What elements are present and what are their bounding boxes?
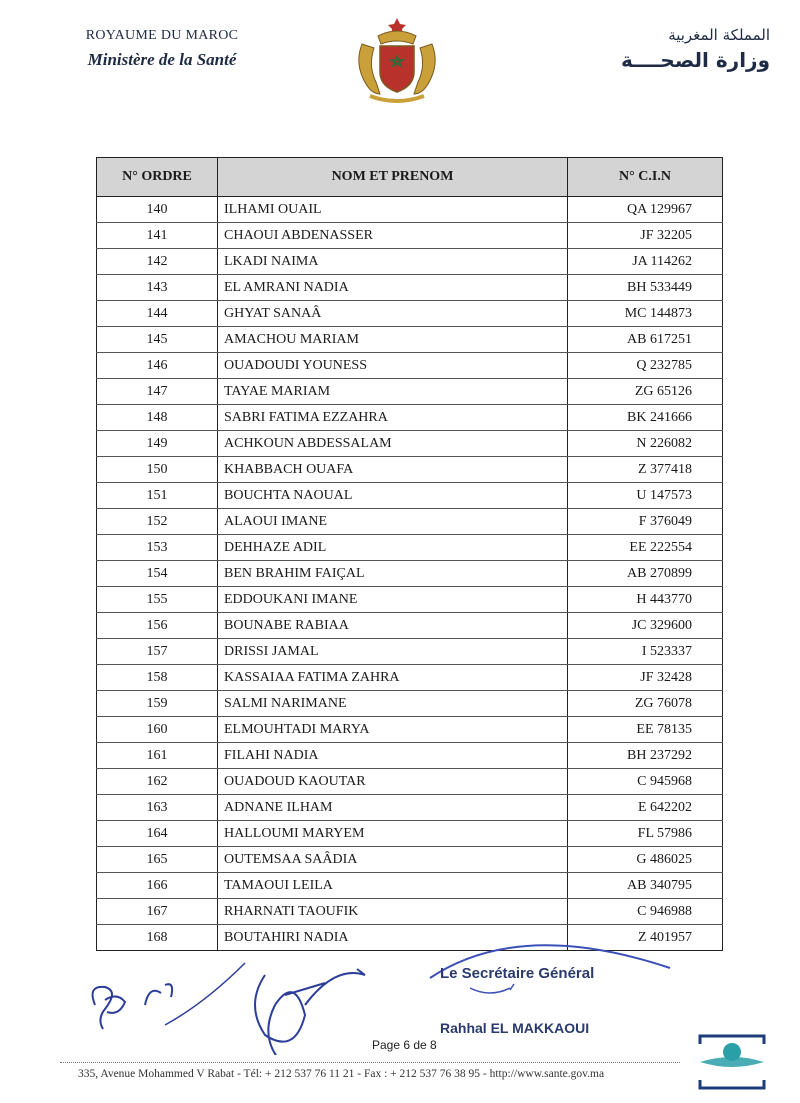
table-row xyxy=(97,223,723,249)
order-number-cell: 158 xyxy=(97,665,218,691)
header-right xyxy=(570,26,770,72)
cin-cell: JF 32205 xyxy=(568,223,723,249)
order-number-cell: 166 xyxy=(97,873,218,899)
cin-cell: FL 57986 xyxy=(568,821,723,847)
handwritten-signatures xyxy=(75,945,405,1055)
table-header-row xyxy=(97,158,723,197)
cin-cell: ZG 65126 xyxy=(568,379,723,405)
cin-cell: JC 329600 xyxy=(568,613,723,639)
order-number-cell: 164 xyxy=(97,821,218,847)
full-name-cell: ELMOUHTADI MARYA xyxy=(218,717,568,743)
order-number-cell: 156 xyxy=(97,613,218,639)
candidates-table xyxy=(96,157,723,951)
cin-cell: AB 617251 xyxy=(568,327,723,353)
full-name-cell: KASSAIAA FATIMA ZAHRA xyxy=(218,665,568,691)
full-name-cell: GHYAT SANAÂ xyxy=(218,301,568,327)
page-number: Page 6 de 8 xyxy=(372,1038,437,1052)
table-row xyxy=(97,769,723,795)
order-number-cell: 162 xyxy=(97,769,218,795)
order-number-cell: 143 xyxy=(97,275,218,301)
table-row xyxy=(97,795,723,821)
cin-cell: AB 270899 xyxy=(568,561,723,587)
full-name-cell: ILHAMI OUAIL xyxy=(218,197,568,223)
table-row xyxy=(97,457,723,483)
order-number-cell: 155 xyxy=(97,587,218,613)
ministry-name-ar: وزارة الصحــــة xyxy=(620,48,770,72)
signatory-title: Le Secrétaire Général xyxy=(440,965,595,982)
order-number-cell: 167 xyxy=(97,899,218,925)
order-number-cell: 147 xyxy=(97,379,218,405)
full-name-cell: FILAHI NADIA xyxy=(218,743,568,769)
order-number-cell: 145 xyxy=(97,327,218,353)
table-row xyxy=(97,639,723,665)
table-row xyxy=(97,847,723,873)
cin-cell: E 642202 xyxy=(568,795,723,821)
cin-cell: C 946988 xyxy=(568,899,723,925)
header-left xyxy=(62,28,262,70)
full-name-cell: RHARNATI TAOUFIK xyxy=(218,899,568,925)
full-name-cell: EDDOUKANI IMANE xyxy=(218,587,568,613)
cin-cell: I 523337 xyxy=(568,639,723,665)
table-row xyxy=(97,743,723,769)
full-name-cell: DEHHAZE ADIL xyxy=(218,535,568,561)
cin-cell: AB 340795 xyxy=(568,873,723,899)
order-number-cell: 159 xyxy=(97,691,218,717)
cin-cell: EE 78135 xyxy=(568,717,723,743)
full-name-cell: TAMAOUI LEILA xyxy=(218,873,568,899)
table-row xyxy=(97,561,723,587)
full-name-cell: SABRI FATIMA EZZAHRA xyxy=(218,405,568,431)
full-name-cell: OUADOUD KAOUTAR xyxy=(218,769,568,795)
full-name-cell: DRISSI JAMAL xyxy=(218,639,568,665)
column-header-order: N° ORDRE xyxy=(97,158,218,197)
table-row xyxy=(97,327,723,353)
order-number-cell: 154 xyxy=(97,561,218,587)
order-number-cell: 141 xyxy=(97,223,218,249)
full-name-cell: BEN BRAHIM FAIÇAL xyxy=(218,561,568,587)
cin-cell: U 147573 xyxy=(568,483,723,509)
cin-cell: JA 114262 xyxy=(568,249,723,275)
order-number-cell: 152 xyxy=(97,509,218,535)
country-name-ar: المملكة المغربية xyxy=(668,26,770,44)
order-number-cell: 151 xyxy=(97,483,218,509)
table-row xyxy=(97,301,723,327)
column-header-cin: N° C.I.N xyxy=(568,158,723,197)
table-row xyxy=(97,613,723,639)
cin-cell: F 376049 xyxy=(568,509,723,535)
table-row xyxy=(97,353,723,379)
full-name-cell: SALMI NARIMANE xyxy=(218,691,568,717)
full-name-cell: BOUCHTA NAOUAL xyxy=(218,483,568,509)
cin-cell: BH 533449 xyxy=(568,275,723,301)
order-number-cell: 157 xyxy=(97,639,218,665)
order-number-cell: 160 xyxy=(97,717,218,743)
table-row xyxy=(97,405,723,431)
ministry-logo-icon xyxy=(696,1030,768,1094)
table-row xyxy=(97,899,723,925)
full-name-cell: AMACHOU MARIAM xyxy=(218,327,568,353)
table-row xyxy=(97,431,723,457)
table-row xyxy=(97,509,723,535)
table-row xyxy=(97,691,723,717)
order-number-cell: 163 xyxy=(97,795,218,821)
cin-cell: BK 241666 xyxy=(568,405,723,431)
full-name-cell: HALLOUMI MARYEM xyxy=(218,821,568,847)
full-name-cell: ALAOUI IMANE xyxy=(218,509,568,535)
column-header-name: NOM ET PRENOM xyxy=(218,158,568,197)
table-row xyxy=(97,535,723,561)
cin-cell: QA 129967 xyxy=(568,197,723,223)
signatory-name: Rahhal EL MAKKAOUI xyxy=(440,1020,590,1036)
full-name-cell: BOUNABE RABIAA xyxy=(218,613,568,639)
order-number-cell: 142 xyxy=(97,249,218,275)
cin-cell: C 945968 xyxy=(568,769,723,795)
order-number-cell: 168 xyxy=(97,925,218,951)
cin-cell: G 486025 xyxy=(568,847,723,873)
table-row xyxy=(97,717,723,743)
table-row xyxy=(97,249,723,275)
table-row xyxy=(97,665,723,691)
full-name-cell: OUTEMSAA SAÂDIA xyxy=(218,847,568,873)
table-row xyxy=(97,197,723,223)
table-row xyxy=(97,275,723,301)
cin-cell: MC 144873 xyxy=(568,301,723,327)
full-name-cell: ACHKOUN ABDESSALAM xyxy=(218,431,568,457)
order-number-cell: 149 xyxy=(97,431,218,457)
cin-cell: H 443770 xyxy=(568,587,723,613)
cin-cell: Z 377418 xyxy=(568,457,723,483)
full-name-cell: BOUTAHIRI NADIA xyxy=(218,925,568,951)
cin-cell: BH 237292 xyxy=(568,743,723,769)
order-number-cell: 144 xyxy=(97,301,218,327)
full-name-cell: EL AMRANI NADIA xyxy=(218,275,568,301)
table-row xyxy=(97,587,723,613)
full-name-cell: KHABBACH OUAFA xyxy=(218,457,568,483)
footer-divider xyxy=(60,1062,680,1063)
full-name-cell: TAYAE MARIAM xyxy=(218,379,568,405)
cin-cell: Z 401957 xyxy=(568,925,723,951)
country-name-fr: ROYAUME DU MAROC xyxy=(85,28,239,43)
table-row xyxy=(97,379,723,405)
footer-address: 335, Avenue Mohammed V Rabat - Tél: + 212 537 76 11 21 - Fax : + 212 537 76 38 95 - http://www.sante.gov.ma xyxy=(78,1068,605,1080)
order-number-cell: 165 xyxy=(97,847,218,873)
order-number-cell: 146 xyxy=(97,353,218,379)
cin-cell: N 226082 xyxy=(568,431,723,457)
order-number-cell: 148 xyxy=(97,405,218,431)
cin-cell: JF 32428 xyxy=(568,665,723,691)
table-row xyxy=(97,821,723,847)
full-name-cell: LKADI NAIMA xyxy=(218,249,568,275)
full-name-cell: OUADOUDI YOUNESS xyxy=(218,353,568,379)
full-name-cell: ADNANE ILHAM xyxy=(218,795,568,821)
table-row xyxy=(97,483,723,509)
cin-cell: ZG 76078 xyxy=(568,691,723,717)
order-number-cell: 161 xyxy=(97,743,218,769)
cin-cell: Q 232785 xyxy=(568,353,723,379)
coat-of-arms-icon xyxy=(352,14,442,110)
order-number-cell: 153 xyxy=(97,535,218,561)
cin-cell: EE 222554 xyxy=(568,535,723,561)
full-name-cell: CHAOUI ABDENASSER xyxy=(218,223,568,249)
table-row xyxy=(97,873,723,899)
ministry-name-fr: Ministère de la Santé xyxy=(87,50,237,69)
order-number-cell: 140 xyxy=(97,197,218,223)
order-number-cell: 150 xyxy=(97,457,218,483)
